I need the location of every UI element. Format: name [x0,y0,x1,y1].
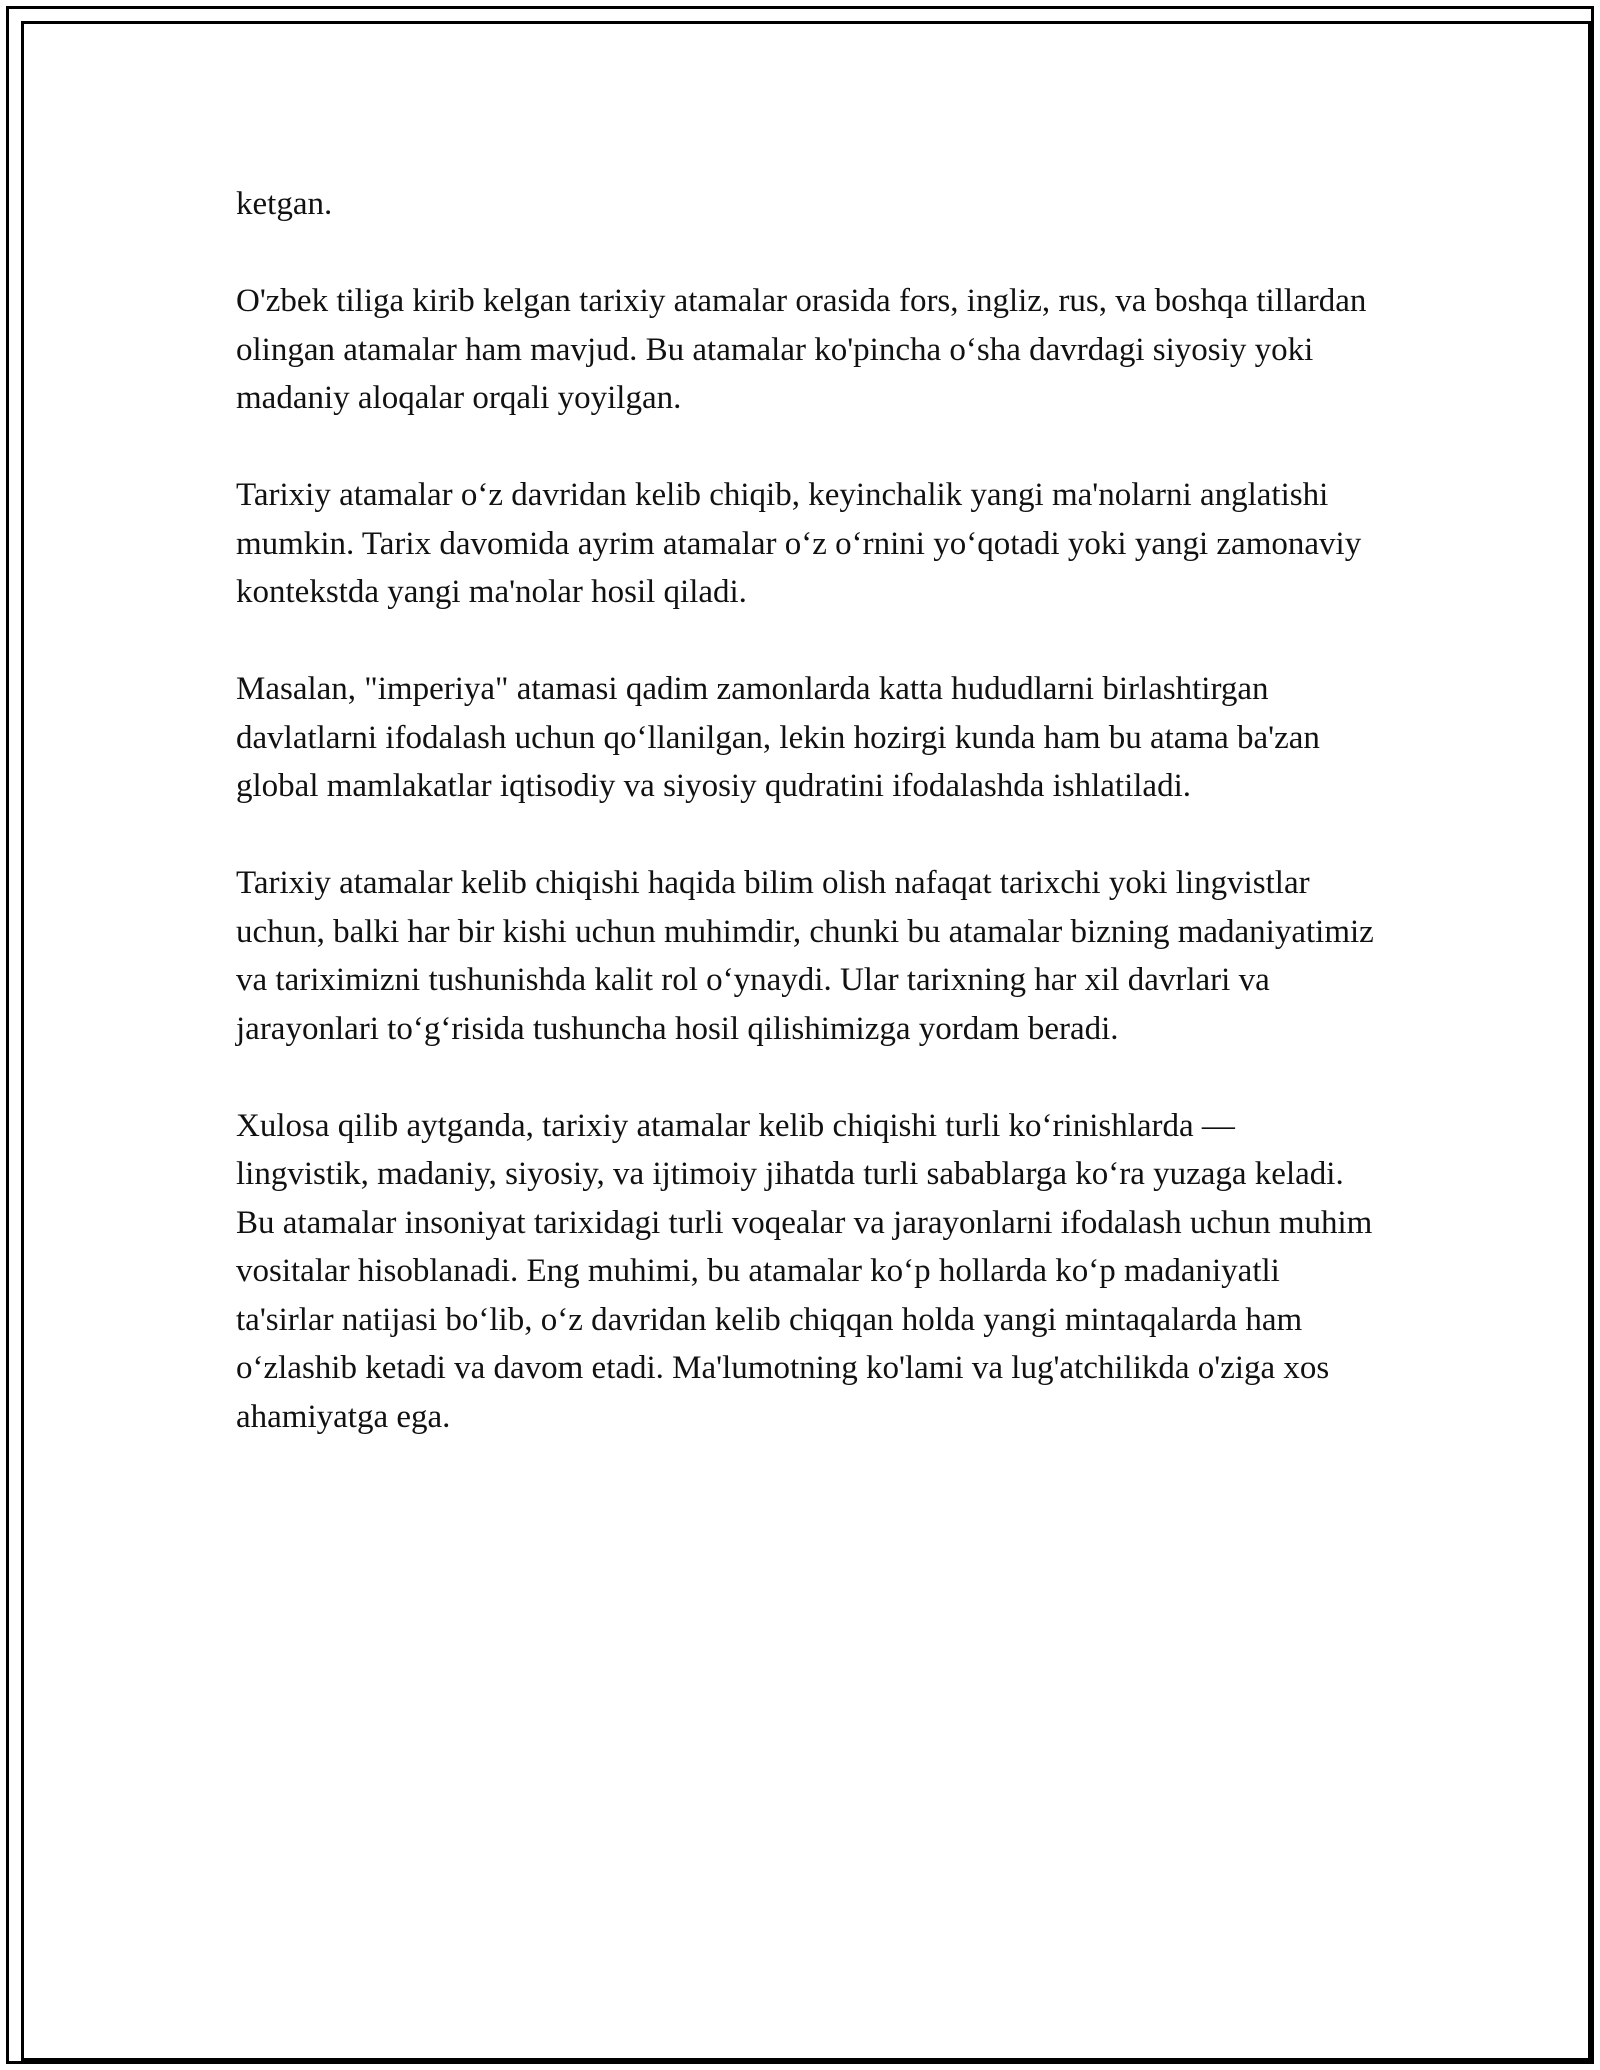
document-body [236,180,1376,1441]
paragraph-importance: Tarixiy atamalar kelib chiqishi haqida bilim olish nafaqat tarixchi yoki lingvistlar uchun, balki har bir kishi uchun muhimdir, chunki bu atamalar bizning madaniyatimiz va tariximizni tushunishda kalit rol o‘ynaydi. Ular tarixning har xil davrlari va jarayonlari to‘g‘risida tushuncha hosil qilishimizga yordam beradi. [236,865,1374,1047]
paragraph-continuation: ketgan. [236,186,333,222]
paragraph-meaning-change: Tarixiy atamalar o‘z davridan kelib chiqib, keyinchalik yangi ma'nolarni anglatishi mumkin. Tarix davomida ayrim atamalar o‘z o‘rnini yo‘qotadi yoki yangi zamonaviy kontekstda yangi ma'nolar hosil qiladi. [236,477,1362,610]
paragraph-conclusion: Xulosa qilib aytganda, tarixiy atamalar kelib chiqishi turli ko‘rinishlarda — lingvistik, madaniy, siyosiy, va ijtimoiy jihatda turli sabablarga ko‘ra yuzaga keladi. Bu atamalar insoniyat tarixidagi turli voqealar va jarayonlarni ifodalash uchun muhim vositalar hisoblanadi. Eng muhimi, bu atamalar ko‘p hollarda ko‘p madaniyatli ta'sirlar natijasi bo‘lib, o‘z davridan kelib chiqqan holda yangi mintaqalarda ham o‘zlashib ketadi va davom etadi. Ma'lumotning ko'lami va lug'atchilikda o'ziga xos ahamiyatga ega. [236,1107,1373,1435]
paragraph-borrowed-terms: O'zbek tiliga kirib kelgan tarixiy atamalar orasida fors, ingliz, rus, va boshqa tillardan olingan atamalar ham mavjud. Bu atamalar ko'pincha o‘sha davrdagi siyosiy yoki madaniy aloqalar orqali yoyilgan. [236,283,1367,416]
paragraph-imperiya-example: Masalan, "imperiya" atamasi qadim zamonlarda katta hududlarni birlashtirgan davlatlarni ifodalash uchun qo‘llanilgan, lekin hozirgi kunda ham bu atama ba'zan global mamlakatlar iqtisodiy va siyosiy qudratini ifodalashda ishlatiladi. [236,671,1320,804]
